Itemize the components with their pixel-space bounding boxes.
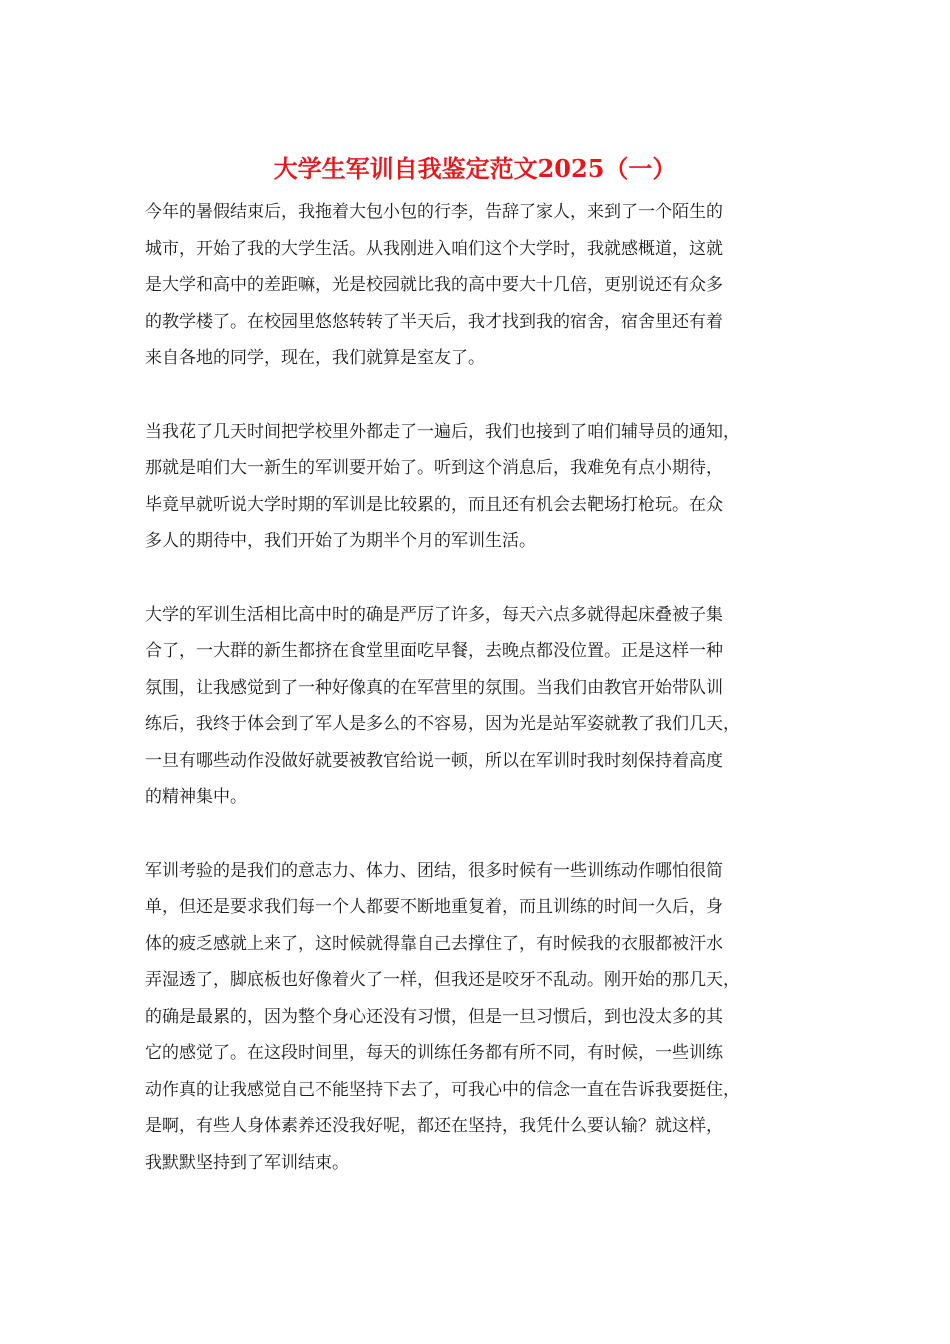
text-line: 多人的期待中，我们开始了为期半个月的军训生活。 [145,531,536,551]
text-line: 弄湿透了，脚底板也好像着火了一样，但我还是咬牙不乱动。刚开始的那几天， [145,970,740,990]
paragraph-3 [145,597,825,816]
paragraph-2 [145,414,825,560]
text-line: 一旦有哪些动作没做好就要被教官给说一顿，所以在军训时我时刻保持着高度 [145,750,723,771]
text-line: 的精神集中。 [145,787,247,807]
text-line: 军训考验的是我们的意志力、体力、团结，很多时候有一些训练动作哪怕很简 [145,860,723,881]
text-line: 的教学楼了。在校园里悠悠转转了半天后，我才找到我的宿舍，宿舍里还有着 [145,311,723,332]
text-line: 毕竟早就听说大学时期的军训是比较累的，而且还有机会去靶场打枪玩。在众 [145,494,723,515]
text-line: 我默默坚持到了军训结束。 [145,1152,349,1173]
text-line: 来自各地的同学，现在，我们就算是室友了。 [145,348,485,368]
text-line: 练后，我终于体会到了军人是多么的不容易，因为光是站军姿就教了我们几天， [145,714,740,734]
text-line: 城市，开始了我的大学生活。从我刚进入咱们这个大学时，我就感概道，这就 [145,238,723,259]
text-line: 是啊，有些人身体素养还没我好呢，都还在坚持，我凭什么要认输？就这样， [145,1116,723,1136]
text-line: 体的疲乏感就上来了，这时候就得靠自己去撑住了，有时候我的衣服都被汗水 [145,933,723,954]
text-line: 今年的暑假结束后，我拖着大包小包的行李，告辞了家人，来到了一个陌生的 [145,202,723,222]
text-line: 那就是咱们大一新生的军训要开始了。听到这个消息后，我难免有点小期待， [145,458,723,478]
text-line: 大学的军训生活相比高中时的确是严厉了许多，每天六点多就得起床叠被子集 [145,604,723,625]
text-line: 的确是最累的，因为整个身心还没有习惯，但是一旦习惯后，到也没太多的其 [145,1006,723,1027]
text-line: 当我花了几天时间把学校里外都走了一遍后，我们也接到了咱们辅导员的通知， [145,421,740,442]
document-body [145,194,825,1218]
text-line: 动作真的让我感觉自己不能坚持下去了，可我心中的信念一直在告诉我要挺住， [145,1079,740,1100]
paragraph-4 [145,853,825,1182]
text-line: 单，但还是要求我们每一个人都要不断地重复着，而且训练的时间一久后，身 [145,897,723,917]
text-line: 它的感觉了。在这段时间里，每天的训练任务都有所不同，有时候，一些训练 [145,1043,723,1063]
text-line: 合了，一大群的新生都挤在食堂里面吃早餐，去晚点都没位置。正是这样一种 [145,641,723,661]
document-title: 大学生军训自我鉴定范文2025（一） [273,154,677,183]
paragraph-1 [145,194,825,377]
text-line: 是大学和高中的差距嘛，光是校园就比我的高中要大十几倍，更别说还有众多 [145,275,723,295]
text-line: 氛围，让我感觉到了一种好像真的在军营里的氛围。当我们由教官开始带队训 [145,677,723,698]
